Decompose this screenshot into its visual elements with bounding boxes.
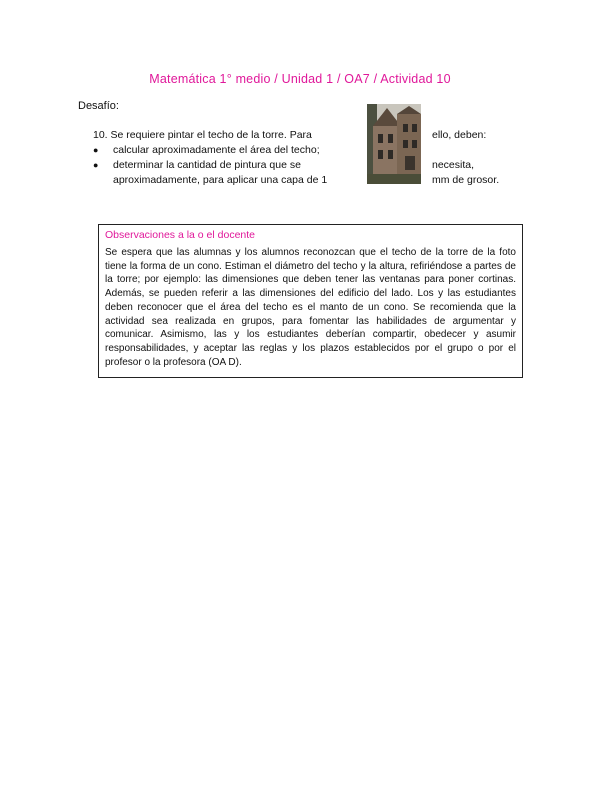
bullet-item-area: calcular aproximadamente el área del techo; [113, 144, 320, 156]
observations-title: Observaciones a la o el docente [105, 229, 256, 241]
bullet-item-paint-end: necesita, [432, 159, 475, 171]
bullet-item-paint-continued-end: mm de grosor. [432, 174, 500, 186]
challenge-statement-end: ello, deben: [432, 129, 487, 141]
observations-text: Se espera que las alumnas y los alumnos reconozcan que el techo de la torre de la foto tiene la forma de un cono. Estiman el diámetro del techo y la altura, refiriéndose a partes de la torre; por ejemplo: las dimensiones que deben tener las ventanas para poner cortinas. Además, se pueden referir a las dimensiones del edificio del lado. Los y las estudiantes deben reconocer que el área del techo es el manto de un cono. Se recomienda que la actividad sea realizada en grupos, para fomentar las habilidades de argumentar y comunicar. Asimismo, las y los estudiantes deberían compartir, obedecer y asumir responsabilidades, y aceptar las reglas y los plazos establecidos por el grupo o por el profesor o la profesora (OA D). [105, 247, 516, 368]
page-title: Matemática 1° medio / Unidad 1 / OA7 / Actividad 10 [149, 72, 451, 86]
challenge-statement: 10. Se requiere pintar el techo de la torre. Para [93, 129, 312, 141]
teacher-observations-box [98, 224, 523, 378]
bullet-icon: ● [93, 145, 99, 155]
bullet-item-paint-continued: aproximadamente, para aplicar una capa de 1 [113, 174, 328, 186]
section-label: Desafío: [78, 100, 119, 112]
bullet-icon: ● [93, 160, 99, 170]
tower-photo [367, 104, 421, 184]
bullet-item-paint: determinar la cantidad de pintura que se [113, 159, 301, 171]
